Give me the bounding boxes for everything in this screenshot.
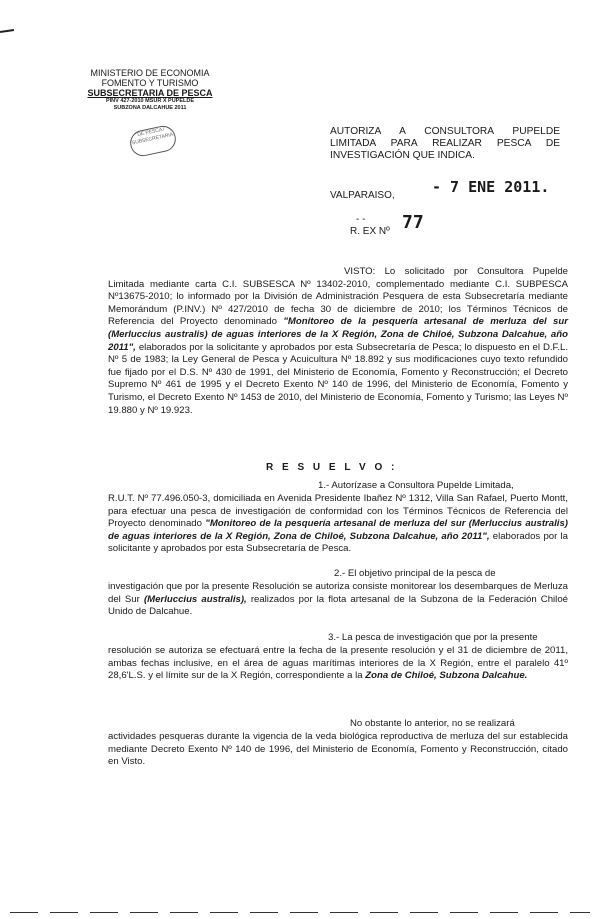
- visto-paragraph: VISTO: Lo solicitado por Consultora Pupelde Limitada mediante carta C.I. SUBSESCA Nº 13402-2010, complementado mediante C.I. SUBPESCA Nº13675-2010; lo informado por la División de Administración Pesquera de esta Subsecretaría mediante Memorándum (P.INV.) Nº 427/2010 de fecha 30 de diciembre de 2010; los Términos Técnicos de Referencia del Proyecto denominado "Monitoreo de la pesquería artesanal de merluza del sur (Merluccius australis) de aguas interiores de la X Región, Zona de Chiloé, Subzona Dalcahue, año 2011", elaborados por la solicitante y aprobados por esta Subsecretaría de Pesca; lo dispuesto en el D.F.L. Nº 5 de 1983; la Ley General de Pesca y Acuicultura Nº 18.892 y sus modificaciones cuyo texto refundido fue fijado por el D.S. Nº 430 de 1991, del Ministerio de Economía, Fomento y Reconstrucción; el Decreto Supremo Nº 461 de 1995 y el Decreto Exento Nº 140 de 1996, del Ministerio de Economía, Fomento y Turismo, el Decreto Exento Nº 1453 de 2010, del Ministerio de Economía, Fomento y Turismo; las Leyes Nº 19.880 y Nº 19.923.: [108, 266, 569, 416]
- document-title: AUTORIZA A CONSULTORA PUPELDE LIMITADA PARA REALIZAR PESCA DE INVESTIGACIÓN QUE INDICA.: [330, 126, 560, 161]
- item-3-body: resolución se autoriza se efectuará entre la fecha de la presente resolución y el 31 de diciembre de 2011, ambas fechas inclusive, en el área de aguas marítimas interiores de la X Región, entre el paralelo 41º 28,6'L.S. y el límite sur de la X Región, correspondiente a la Zona de Chiloé, Subzona Dalcahue.: [108, 645, 568, 682]
- resuelvo-heading: R E S U E L V O :: [266, 462, 398, 473]
- item-1-lead: 1.- Autorízase a Consultora Pupelde Limitada,: [318, 480, 514, 491]
- ministry-subtitle: FOMENTO Y TURISMO: [101, 78, 199, 88]
- reference-line-1: PINV 427-2010 MSUR X PUPELDE: [105, 98, 195, 104]
- item-4-body: actividades pesqueras durante la vigencia de la veda biológica reproductiva de merluza del sur establecida mediante Decreto Exento Nº 140 de 1996, del Ministerio de Economía, Fomento y Reconstrucción, citado en Visto.: [108, 731, 568, 768]
- scan-edge-mark-top: [0, 29, 14, 33]
- item-4-lead: No obstante lo anterior, no se realizará: [350, 718, 515, 729]
- scan-edge-mark-bottom: [10, 912, 590, 913]
- item-2-lead: 2.- El objetivo principal de la pesca de: [334, 568, 496, 579]
- handwritten-date: - 7 ENE 2011.: [432, 178, 550, 196]
- reference-line-2: SUBZONA DALCAHUE 2011: [113, 105, 187, 111]
- subsecretaria-name: SUBSECRETARIA DE PESCA: [87, 88, 213, 98]
- item-3-lead: 3.- La pesca de investigación que por la presente: [328, 632, 538, 643]
- rex-dashes: - -: [356, 214, 366, 225]
- item-2-body: investigación que por la presente Resolución se autoriza consiste monitorear los desembarques de Merluza del Sur (Merluccius australis), realizados por la flota artesanal de la Subzona de la Federación Chiloé Unido de Dalcahue.: [108, 581, 568, 618]
- item-1-body: R.U.T. Nº 77.496.050-3, domiciliada en Avenida Presidente Ibañez Nº 1312, Villa San Rafael, Puerto Montt, para efectuar una pesca de investigación de conformidad con los Términos Técnicos de Referencia del Proyecto denominado "Monitoreo de la pesquería artesanal de merluza del sur (Merluccius australis) de aguas interiores de la X Región, Zona de Chiloé, Subzona Dalcahue, año 2011", elaborados por la solicitante y aprobados por esta Subsecretaría de Pesca.: [108, 493, 568, 555]
- ministry-header: [80, 68, 220, 112]
- place-label: VALPARAISO,: [330, 190, 395, 201]
- ministry-name: MINISTERIO DE ECONOMIA: [90, 68, 210, 78]
- rex-number: 77: [402, 212, 424, 233]
- rex-label: R. EX Nº: [350, 226, 390, 237]
- office-stamp: DE PESCA / SUBSECRETARIA: [128, 124, 178, 159]
